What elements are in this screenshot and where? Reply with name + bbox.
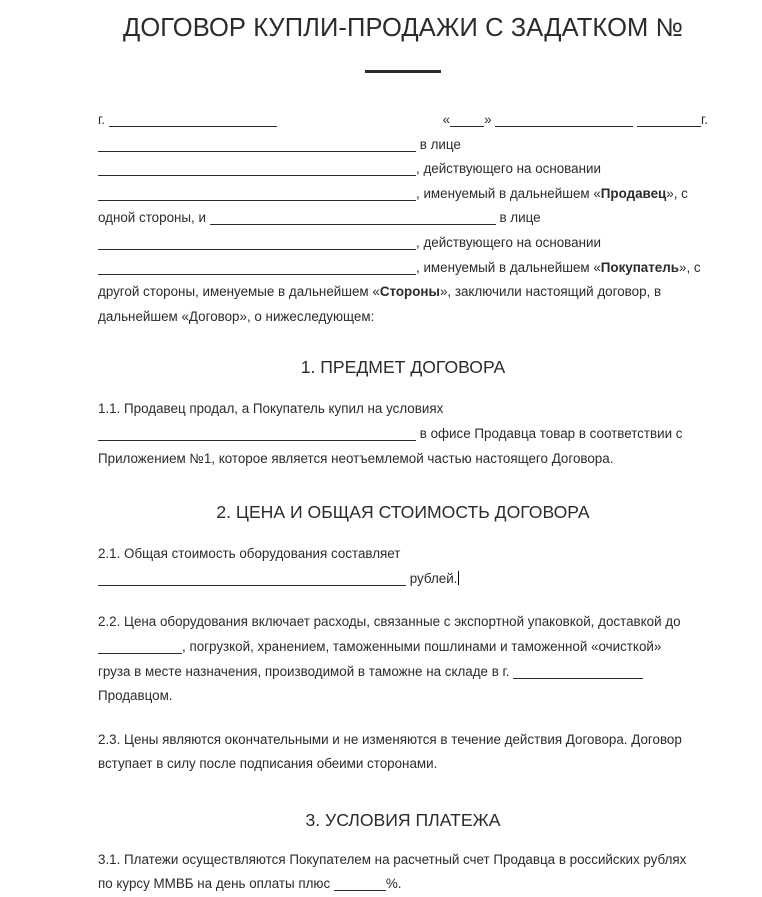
clause-2-2-line-2-tail: , погрузкой, хранением, таможенными пошлинами и таможенной «очисткой» <box>182 638 662 654</box>
buyer-name-tail: в лице <box>499 210 541 226</box>
preamble-date-fields <box>443 108 708 133</box>
preamble-city-line <box>98 108 277 133</box>
clause-3-1-line-2 <box>98 872 708 897</box>
preamble <box>98 108 708 329</box>
clause-2-1 <box>98 542 708 591</box>
buyer-label-lead: , именуемый в дальнейшем « <box>416 259 601 275</box>
date-quote-open: « <box>442 112 451 127</box>
clause-2-2-line-3-lead: груза в месте назначения, производимой в таможне на складе в г. <box>98 663 510 679</box>
date-quote-close: » <box>484 112 492 127</box>
title-rule-container <box>98 63 708 81</box>
city-blank[interactable] <box>109 113 277 127</box>
buyer-basis-blank[interactable] <box>98 261 416 275</box>
preamble-buyer-basis-row <box>98 256 708 281</box>
preamble-buyer-name-row <box>98 206 708 231</box>
total-cost-blank[interactable] <box>98 572 406 586</box>
clause-2-1-line-2 <box>98 567 708 592</box>
city-prefix-label: г. <box>98 112 105 127</box>
preamble-parties-row <box>98 280 708 305</box>
seller-basis-blank[interactable] <box>98 187 416 201</box>
buyer-representative-blank[interactable] <box>98 236 416 250</box>
clause-2-2-line-3 <box>98 660 708 685</box>
preamble-buyer-rep-row <box>98 231 708 256</box>
parties-tail: », заключили настоящий договор, в <box>439 284 662 300</box>
buyer-label-end: », с <box>679 259 701 275</box>
currency-label: рублей. <box>409 570 458 586</box>
preamble-closing-row: дальнейшем «Договор», о нижеследующем: <box>98 308 375 324</box>
parties-lead: другой стороны, именуемые в дальнейшем « <box>98 284 380 300</box>
section-heading-2: 2. ЦЕНА И ОБЩАЯ СТОИМОСТЬ ДОГОВОРА <box>216 502 590 523</box>
percent-blank[interactable] <box>334 877 386 891</box>
delivery-city-blank[interactable] <box>98 640 182 654</box>
text-cursor-caret <box>458 571 459 585</box>
document-title: ДОГОВОР КУПЛИ-ПРОДАЖИ С ЗАДАТКОМ № <box>122 14 684 42</box>
year-suffix-label: г. <box>701 112 708 127</box>
seller-name-blank[interactable] <box>98 138 416 152</box>
title-underline-rule <box>365 70 441 73</box>
clause-1-1-line-2 <box>98 422 708 447</box>
clause-2-2-line-2 <box>98 635 708 660</box>
delivery-terms-blank[interactable] <box>98 427 416 441</box>
clause-2-3-line-2: вступает в силу после подписания обеими сторонами. <box>98 756 438 772</box>
buyer-basis-tail: , действующего на основании <box>416 234 601 250</box>
buyer-term-bold: Покупатель <box>600 259 679 275</box>
section-heading-3: 3. УСЛОВИЯ ПЛАТЕЖА <box>305 809 501 830</box>
preamble-seller-basis-row <box>98 182 708 207</box>
percent-sign-label: %. <box>385 876 402 892</box>
buyer-name-blank[interactable] <box>210 211 496 225</box>
clause-2-2-line-4: Продавцом. <box>98 688 173 704</box>
seller-name-tail: в лице <box>419 136 461 152</box>
parties-term-bold: Стороны <box>379 284 440 300</box>
clause-1-1-line-2-tail: в офисе Продавца товар в соответствии с <box>419 425 683 441</box>
customs-city-blank[interactable] <box>513 665 643 679</box>
clause-3-1-line-1: 3.1. Платежи осуществляются Покупателем на расчетный счет Продавца в российских рублях <box>98 851 687 867</box>
clause-2-1-line-1: 2.1. Общая стоимость оборудования составляет <box>98 546 401 562</box>
clause-1-1 <box>98 397 708 471</box>
other-party-lead: одной стороны, и <box>98 210 206 226</box>
month-blank[interactable] <box>495 113 633 127</box>
clause-1-1-line-1: 1.1. Продавец продал, а Покупатель купил на условиях <box>98 401 444 417</box>
year-blank[interactable] <box>637 113 701 127</box>
preamble-date-row <box>98 108 708 133</box>
seller-representative-blank[interactable] <box>98 162 416 176</box>
clause-1-1-line-3: Приложением №1, которое является неотъемлемой частью настоящего Договора. <box>98 450 614 466</box>
preamble-seller-rep-row <box>98 157 708 182</box>
section-heading-1: 1. ПРЕДМЕТ ДОГОВОРА <box>300 357 506 378</box>
clause-3-1 <box>98 848 708 897</box>
seller-label-end: », с <box>666 185 688 201</box>
clause-2-2-line-1: 2.2. Цена оборудования включает расходы, связанные с экспортной упаковкой, доставкой до <box>98 614 681 630</box>
clause-2-2 <box>98 610 708 708</box>
day-blank[interactable] <box>450 113 484 127</box>
seller-label-lead: , именуемый в дальнейшем « <box>416 185 601 201</box>
seller-basis-tail: , действующего на основании <box>416 161 601 177</box>
seller-term-bold: Продавец <box>600 185 667 201</box>
clause-2-3 <box>98 728 708 777</box>
clause-2-3-line-1: 2.3. Цены являются окончательными и не изменяются в течение действия Договора. Договор <box>98 731 682 747</box>
clause-3-1-line-2-lead: по курсу ММВБ на день оплаты плюс <box>98 876 331 892</box>
preamble-seller-name-row <box>98 133 708 158</box>
